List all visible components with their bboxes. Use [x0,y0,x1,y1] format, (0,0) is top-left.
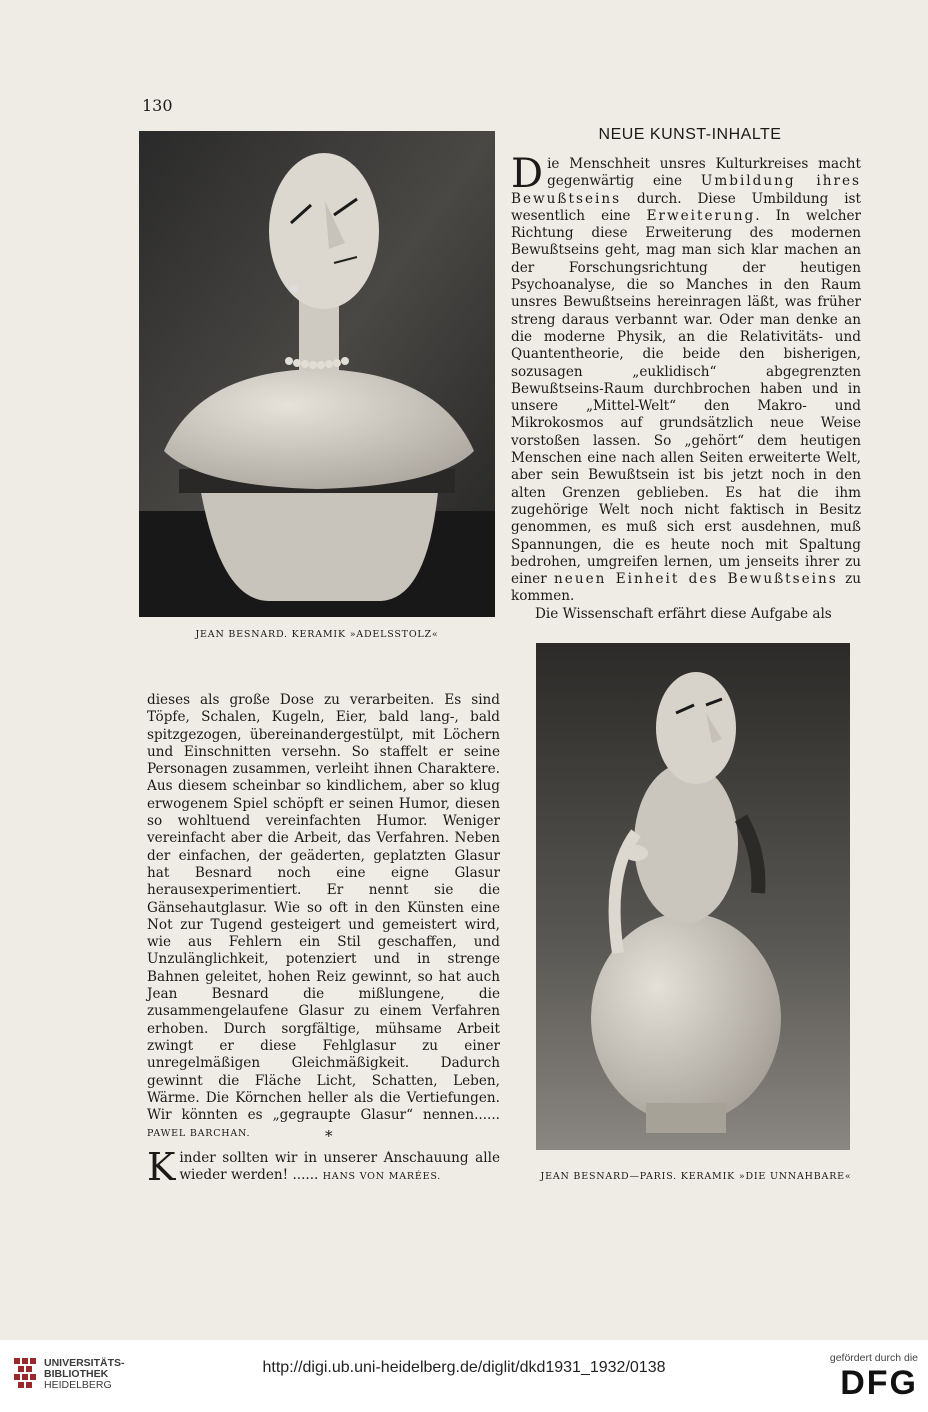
separator-star: * [325,1127,333,1145]
library-name-line2: BIBLIOTHEK [44,1368,109,1380]
library-name-line1: UNIVERSITÄTS- [44,1357,125,1369]
left-paragraph: dieses als große Dose zu verarbeiten. Es sind Töpfe, Schalen, Kugeln, Eier, bald lang-, bald spitzgezogen, übereinandergestülpt, mit Löchern und Einschnitten versehn. So staffelt er seine Personagen zusammen, verleiht ihnen Charaktere. Aus diesem scheinbar so kindlichem, aber so klug erwogenem Spiel schöpft er seinen Humor, diesen so wohltuend vereinfachten Humor. Weniger vereinfacht aber die Arbeit, das Verfahren. Neben der einfachen, der geäderten, geplatzten Glasur hat Besnard noch eine eigne Glasur herausexperimentiert. Er nennt sie die Gänsehautglasur. Wie so oft in den Künsten eine Not zur Tugend gesteigert und gemeistert wird, wie aus Fehlern ein Stil geschaffen, und Unzulänglichkeit, potenziert und in strenge Bahnen geleitet, hohen Reiz gewinnt, so hat auch Jean Besnard die mißlungene, die zusammengelaufene Glasur zu einem Verfahren erhoben. Durch sorgfältige, mühsame Arbeit zwingt er diese Fehlglasur zu einer unregelmäßigen Gleichmäßigkeit. Dadurch gewinnt die Fläche Licht, Schatten, Leben, Wärme. Die Körnchen heller als die Vertiefungen. Wir könnten es „gegraupte Glasur“ nennen...... PAWEL BARCHAN. [147,692,500,1140]
dropcap-k: K [147,1145,176,1189]
quote: Kinder sollten wir in unserer Anschauung alle wieder werden! ...... HANS VON MARÉES. [147,1145,500,1189]
right-paragraph-1: Die Menschheit unsres Kulturkreises macht gegenwärtig eine Umbildung ihres Bewußtseins durch. Diese Umbildung ist wesentlich eine Erweiterung. In welcher Richtung diese Erweiterung des modernen Bewußtseins geht, mag man sich klar machen an der Forschungsrichtung der heutigen Psychoanalyse, die so Manches in den Raum unsres Bewußtseins hereinragen läßt, was früher streng daraus verbannt war. Oder man denke an die moderne Physik, an die Relativitäts- und Quantentheorie, die beide den bisherigen, sozusagen „euklidisch“ abgegrenzten Bewußtseins-Raum durchbrochen haben und in unsere „Mittel-Welt“ den Makro- und Mikrokosmos auf grundsätzlich neue Weise vorstoßen lassen. So „gehört“ dem heutigen Menschen eine nach allen Seiten erweiterte Welt, aber sein Bewußtsein ist bis jetzt noch in den alten Grenzen geblieben. Es hat die ihm zugehörige Welt noch nicht faktisch in Besitz genommen, es muß sich erst ausdehnen, muß Spannungen, die es heute noch mit Spaltung bedrohen, umgreifen lernen, um jenseits ihrer zu einer neuen Einheit des Bewußtseins zu kommen. [511,151,861,605]
library-name-line3: HEIDELBERG [44,1379,112,1391]
dropcap-d: D [511,151,544,197]
footer-bar [0,1340,928,1412]
caption-bottom: JEAN BESNARD—PARIS. KERAMIK »DIE UNNAHBARE« [540,1171,852,1182]
photo-unnahbare [536,643,850,1150]
dfg-wordmark: DFG [840,1364,918,1402]
right-paragraph-2: Die Wissenschaft erfährt diese Aufgabe als [535,605,832,622]
caption-top: JEAN BESNARD. KERAMIK »ADELSSTOLZ« [195,629,439,640]
dfg-logo[interactable] [812,1352,918,1408]
page-number: 130 [142,96,173,115]
left-column [147,692,500,1143]
photo-adelsstolz [139,131,495,617]
author-marees: HANS VON MARÉES. [322,1171,442,1183]
right-column [511,151,861,623]
funded-by-label: gefördert durch die [829,1352,918,1364]
article-heading: NEUE KUNST-INHALTE [598,126,782,143]
permalink-url[interactable]: http://digi.ub.uni-heidelberg.de/diglit/dkd1931_1932/0138 [262,1359,666,1376]
author-barchan: PAWEL BARCHAN. [147,1128,251,1140]
